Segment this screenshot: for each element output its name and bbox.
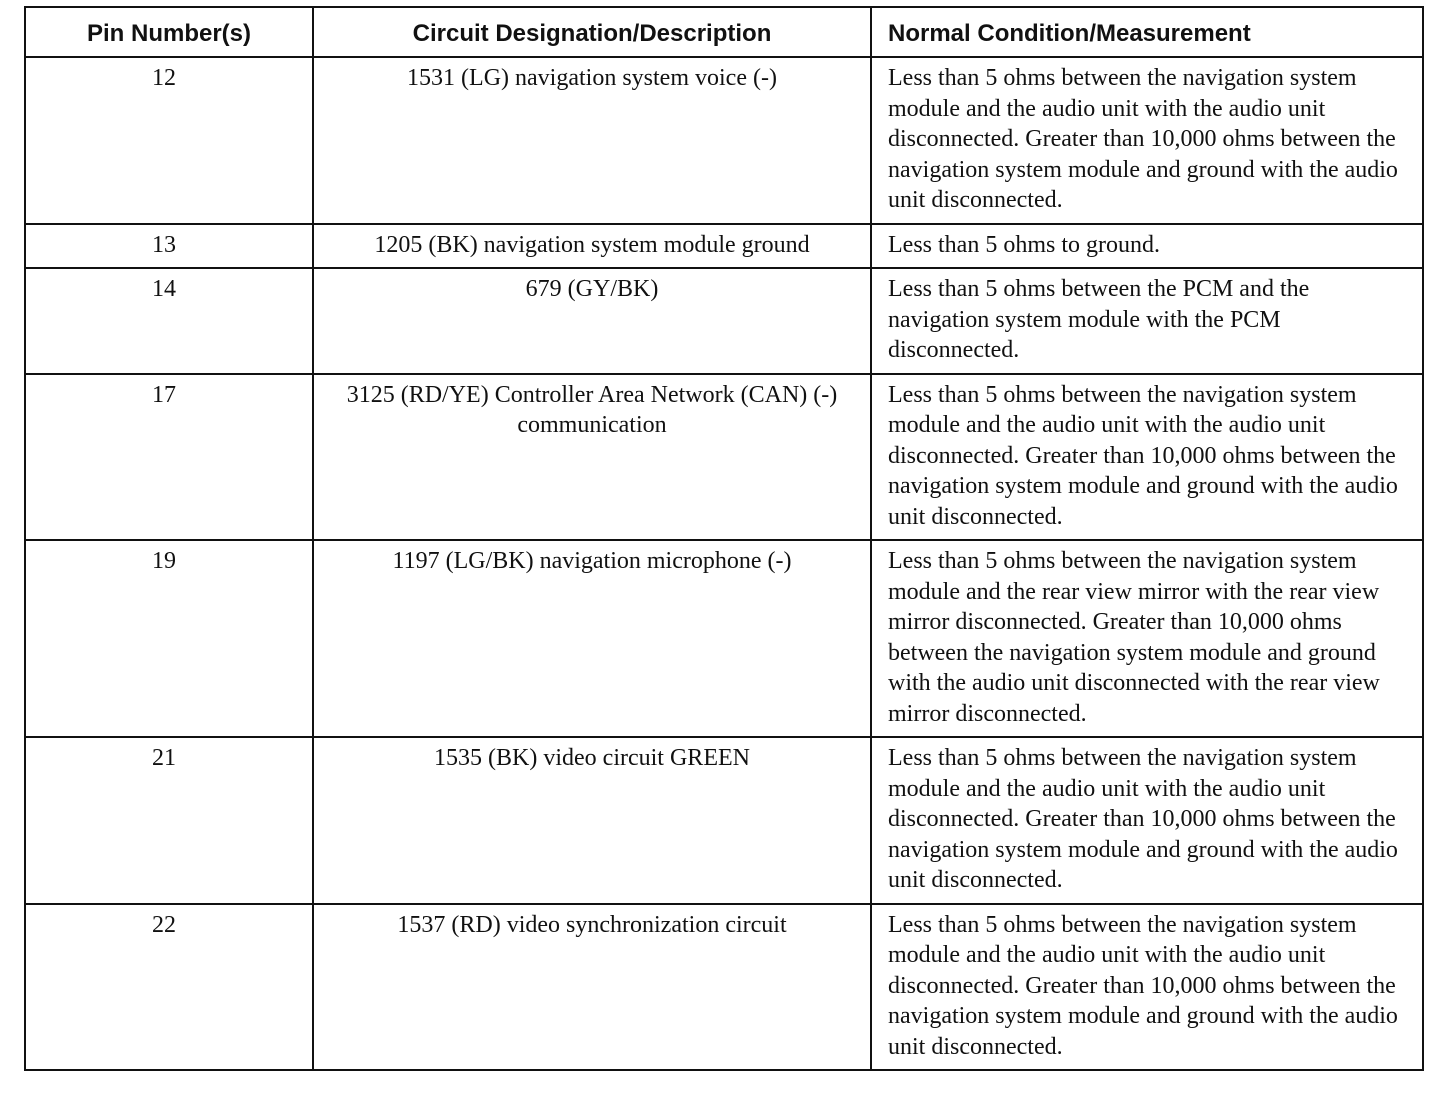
circuit-description-cell: 1531 (LG) navigation system voice (-) (313, 57, 871, 224)
header-pin-number: Pin Number(s) (25, 7, 313, 57)
circuit-description-cell: 1535 (BK) video circuit GREEN (313, 737, 871, 904)
circuit-description-cell: 1197 (LG/BK) navigation microphone (-) (313, 540, 871, 737)
table-row (25, 904, 1423, 1071)
table-row (25, 540, 1423, 737)
pin-number-cell: 22 (25, 904, 313, 1071)
table-row (25, 737, 1423, 904)
header-circuit-description: Circuit Designation/Description (313, 7, 871, 57)
circuit-description-cell: 679 (GY/BK) (313, 268, 871, 374)
condition-cell: Less than 5 ohms between the navigation system module and the audio unit with the audio unit disconnected. Greater than 10,000 ohms between the navigation system module and ground with the audio unit disconnected. (871, 374, 1423, 541)
pin-number-cell: 17 (25, 374, 313, 541)
table-row (25, 57, 1423, 224)
pin-number-cell: 13 (25, 224, 313, 269)
condition-cell: Less than 5 ohms between the navigation system module and the audio unit with the audio unit disconnected. Greater than 10,000 ohms between the navigation system module and ground with the audio unit disconnected. (871, 57, 1423, 224)
pinout-table (24, 6, 1424, 1071)
condition-cell: Less than 5 ohms between the PCM and the navigation system module with the PCM disconnected. (871, 268, 1423, 374)
pin-number-cell: 14 (25, 268, 313, 374)
table-row (25, 224, 1423, 269)
pin-number-cell: 12 (25, 57, 313, 224)
condition-cell: Less than 5 ohms between the navigation system module and the audio unit with the audio unit disconnected. Greater than 10,000 ohms between the navigation system module and ground with the audio unit disconnected. (871, 737, 1423, 904)
circuit-description-cell: 1205 (BK) navigation system module ground (313, 224, 871, 269)
pin-number-cell: 21 (25, 737, 313, 904)
table-row (25, 268, 1423, 374)
circuit-description-cell: 3125 (RD/YE) Controller Area Network (CAN) (-) communication (313, 374, 871, 541)
header-row (25, 7, 1423, 57)
condition-cell: Less than 5 ohms between the navigation system module and the rear view mirror with the rear view mirror disconnected. Greater than 10,000 ohms between the navigation system module and ground with the audio unit disconnected with the rear view mirror disconnected. (871, 540, 1423, 737)
condition-cell: Less than 5 ohms between the navigation system module and the audio unit with the audio unit disconnected. Greater than 10,000 ohms between the navigation system module and ground with the audio unit disconnected. (871, 904, 1423, 1071)
header-normal-condition: Normal Condition/Measurement (871, 7, 1423, 57)
circuit-description-cell: 1537 (RD) video synchronization circuit (313, 904, 871, 1071)
condition-cell: Less than 5 ohms to ground. (871, 224, 1423, 269)
table-row (25, 374, 1423, 541)
pin-number-cell: 19 (25, 540, 313, 737)
